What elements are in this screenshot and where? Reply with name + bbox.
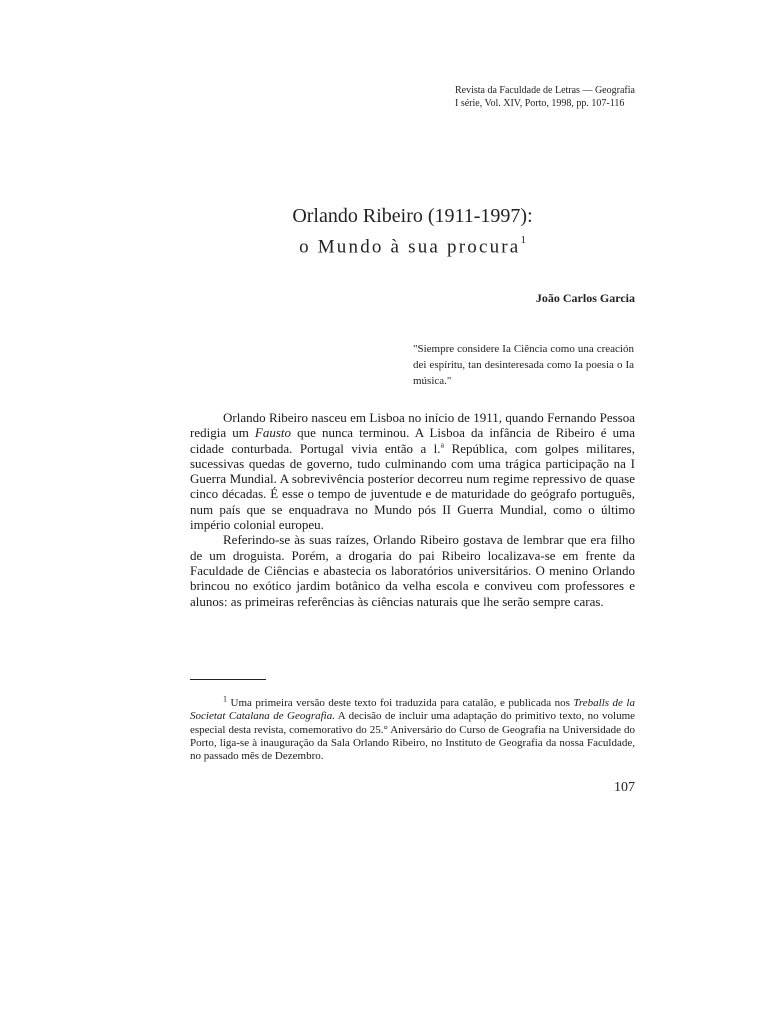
title-line-1: Orlando Ribeiro (1911-1997): (292, 205, 533, 227)
title-footnote-marker: 1 (520, 234, 526, 246)
footnote-paragraph (190, 694, 636, 763)
body-p1-text-b: que nunca terminou. A Lisboa da infância de Ribeiro é uma cidade conturbada. Portugal vivia então a l. (190, 425, 635, 456)
running-head-journal: Revista da Faculdade de Letras — Geografia (455, 85, 635, 96)
author-name: João Carlos Garcia (535, 291, 635, 305)
epigraph-quote: "Siempre considere Ia Ciência como una creación dei espíritu, tan desinteresada como Ia poesia o Ia música." (413, 343, 634, 387)
body-p1-text-a: Orlando Ribeiro nasceu em Lisboa no início de 1911, quando Fernando Pessoa redigia um (190, 410, 635, 441)
body-paragraph-2: Referindo-se às suas raízes, Orlando Ribeiro gostava de lembrar que era filho de um droguista. Porém, a drogaria do pai Ribeiro localizava-se em frente da Faculdade de Ciências e abastecia os laboratórios universitários. O menino Orlando brincou no exótico jardim botânico da velha escola e conviveu com professores e alunos: as primeiras referências às ciências naturais que lhe serão sempre caras. (190, 532, 635, 609)
body-p1-text-c: República, com golpes militares, sucessivas quedas de governo, tudo culminando com uma trágica participação na I Guerra Mundial. A sobrevivência posterior decorreu num regime repressivo de quase cinco décadas. É esse o tempo de juventude e de maturidade do geógrafo português, num país que se enquadrava no Mundo pós II Guerra Mundial, como o último império colonial europeu. (190, 440, 635, 533)
page-number: 107 (614, 780, 635, 795)
article-title (190, 203, 635, 260)
running-head-volume: I série, Vol. XIV, Porto, 1998, pp. 107-116 (455, 98, 625, 109)
body-p1-italic-title: Fausto (254, 425, 292, 441)
body-p1-ordinal-superscript: a (440, 440, 445, 450)
footnote-marker: 1 (223, 694, 227, 704)
running-head (455, 84, 635, 110)
title-line-2-text: o Mundo à sua procura (299, 236, 521, 258)
footnote-separator (190, 679, 266, 680)
body-text (190, 410, 635, 609)
footnote-text-b: A decisão de incluir uma adaptação do primitivo texto, no volume especial desta revista, comemorativo do 25.° Aniversário do Curso de Geografia na Universidade do Porto, liga-se à inauguração da Sala Orlando Ribeiro, no Instituto de Geografia da nossa Faculdade, no passado mês de Dezembro. (190, 710, 636, 763)
body-paragraph-1 (190, 410, 635, 532)
title-line-2 (190, 229, 635, 260)
footnote-text-a: Uma primeira versão deste texto foi traduzida para catalão, e publicada nos (227, 697, 574, 709)
footnote (190, 694, 636, 763)
footnote-italic-journal: Treballs de la Societat Catalana de Geografia. (190, 697, 635, 723)
